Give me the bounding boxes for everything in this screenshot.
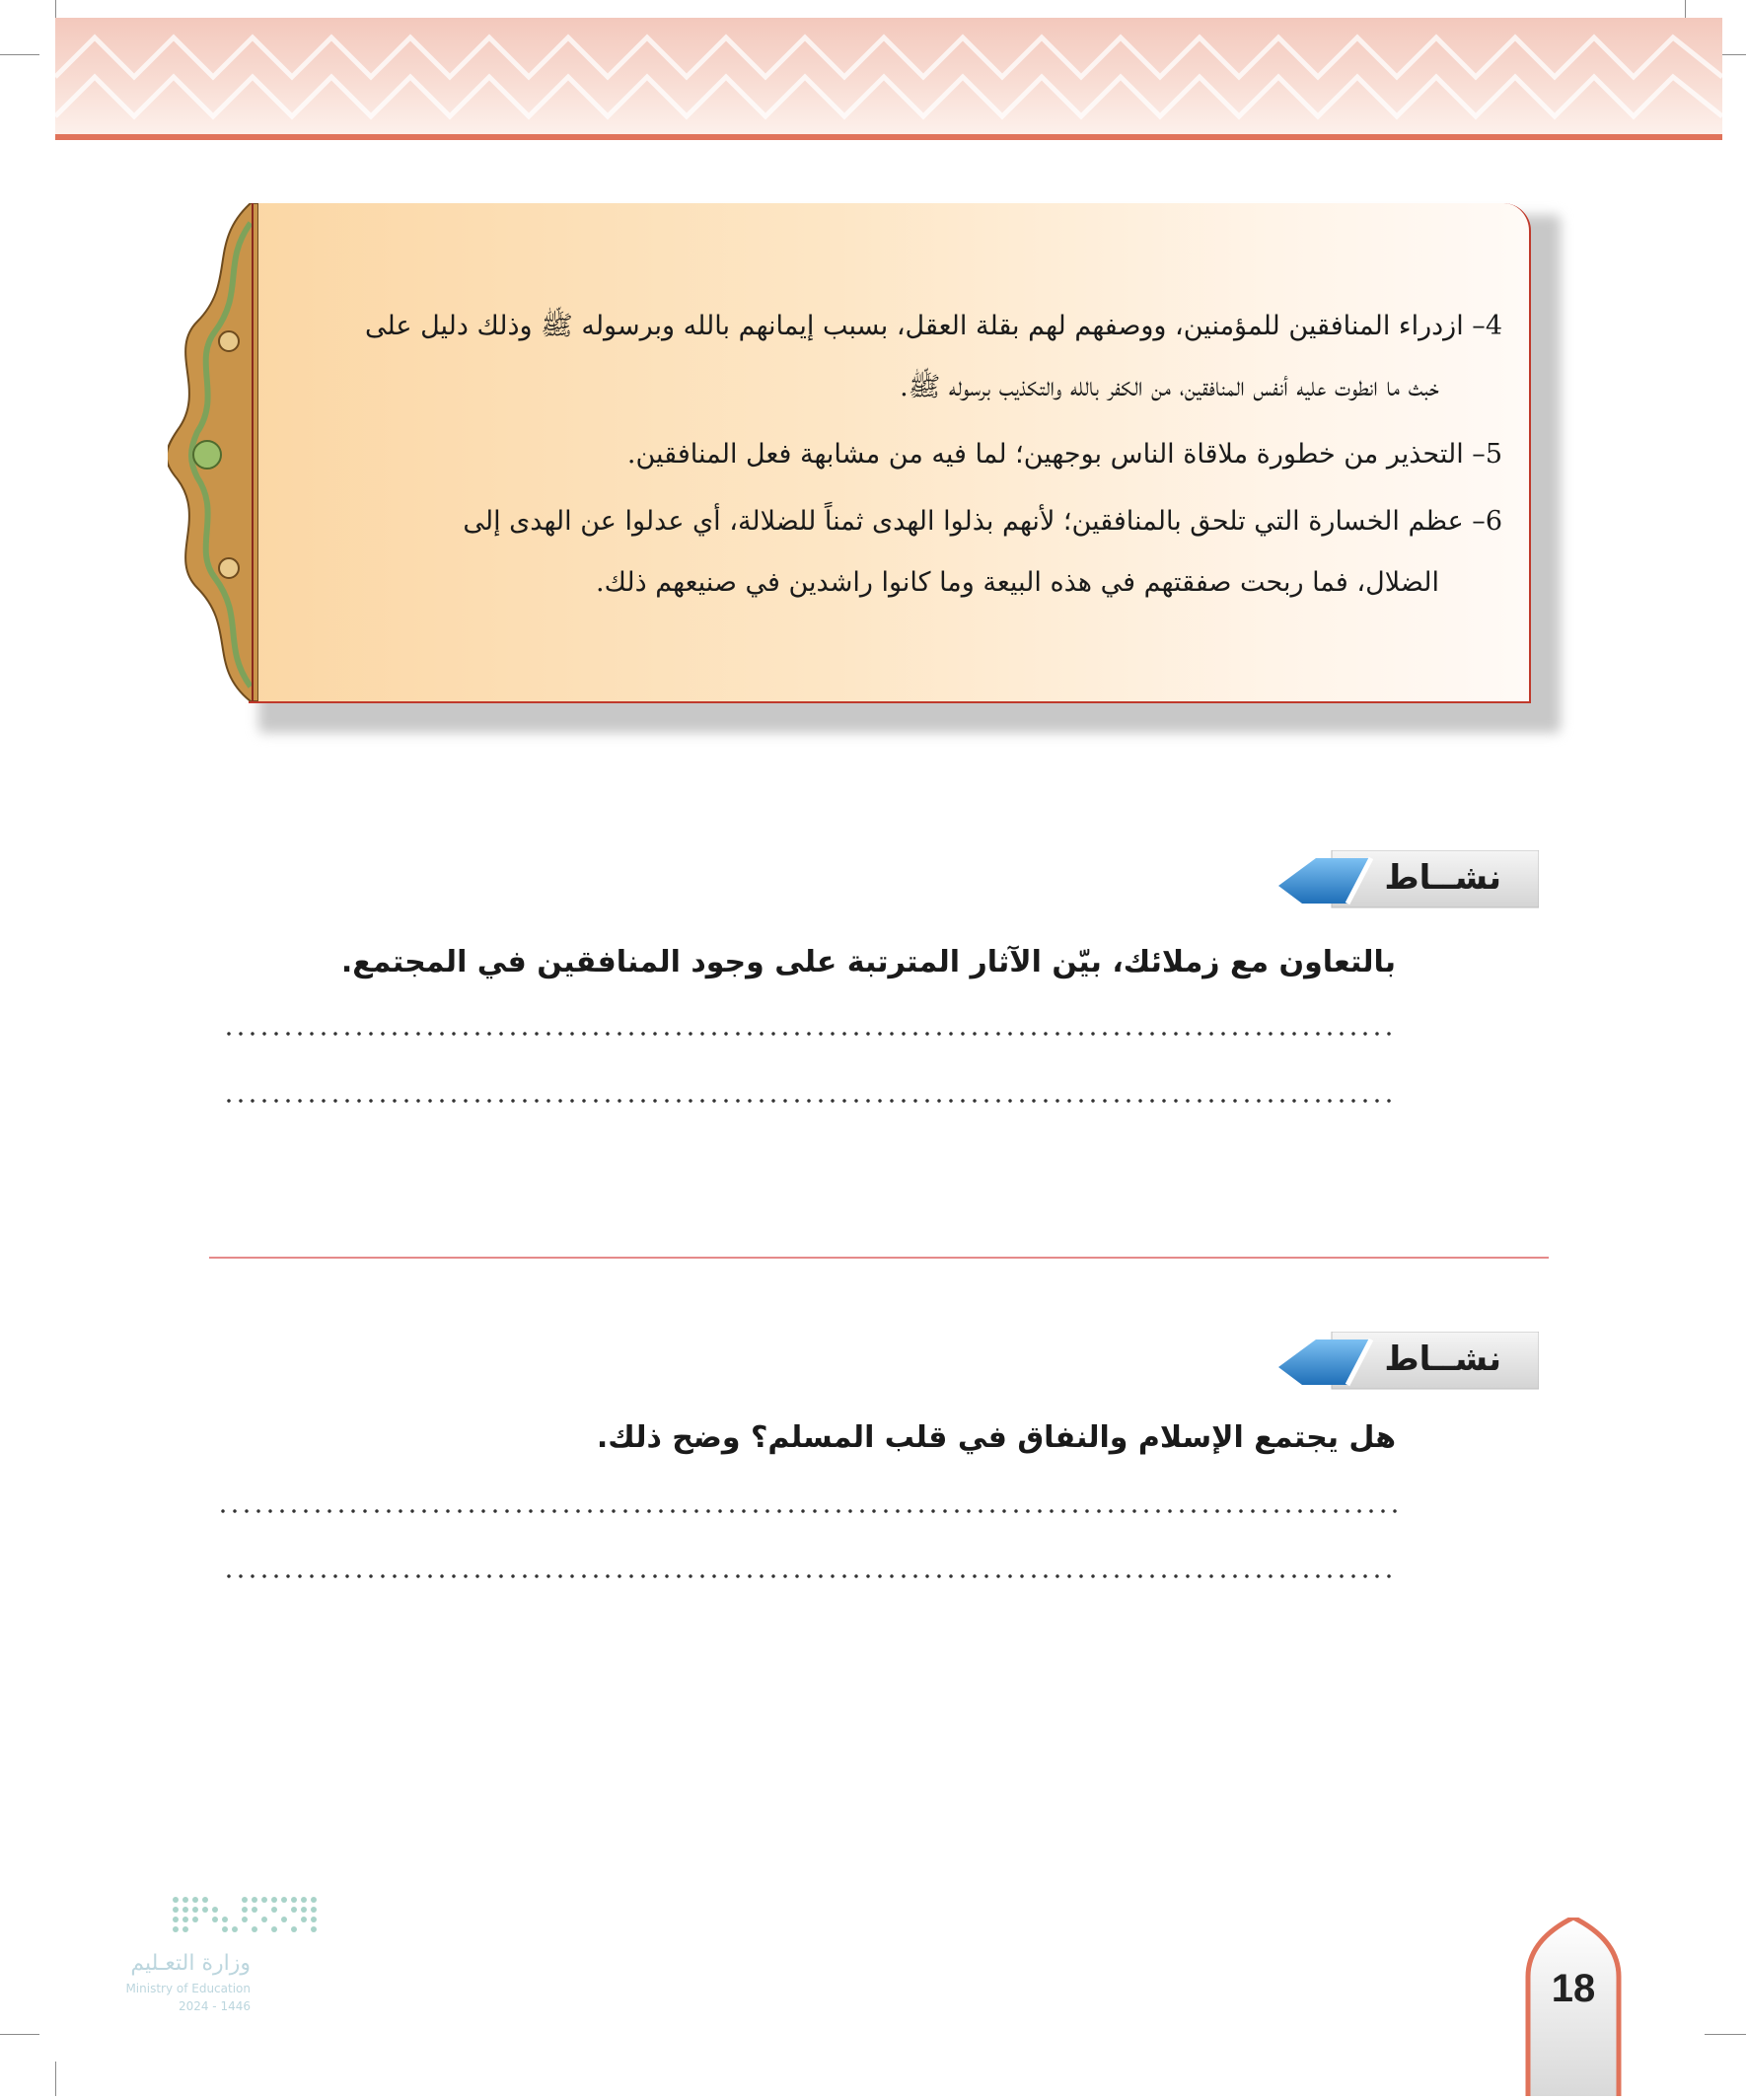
point-line: 4– ازدراء المنافقين للمؤمنين، ووصفهم لهم بقلة العقل، بسبب إيمانهم بالله وبرسوله ﷺ وذلك دليل على	[364, 311, 1502, 341]
ministry-logo-dots	[97, 1890, 324, 1949]
activity-label: نشــاط	[1384, 858, 1501, 898]
header-band	[55, 18, 1722, 136]
point-line: الضلال، فما ربحت صفقتهم في هذه البيعة وما كانوا راشدين في صنيعهم ذلك.	[596, 567, 1439, 598]
point-6	[274, 491, 1502, 614]
answer-line[interactable]	[223, 1099, 1397, 1103]
crop-mark	[0, 54, 39, 55]
point-line: 6– عظم الخسارة التي تلحق بالمنافقين؛ لأنهم بذلوا الهدى ثمناً للضلالة، أي عدلوا عن الهدى إلى	[463, 506, 1502, 537]
crop-mark	[1685, 0, 1686, 18]
point-5	[274, 424, 1502, 485]
activity-prompt: بالتعاون مع زملائك، بيّن الآثار المترتبة على وجود المنافقين في المجتمع.	[340, 945, 1396, 979]
activity-label: نشــاط	[1384, 1340, 1501, 1379]
box-text	[274, 296, 1502, 614]
arabesque-border-ornament	[168, 203, 258, 701]
header-rule	[55, 134, 1722, 140]
activity-prompt: هل يجتمع الإسلام والنفاق في قلب المسلم؟ وضح ذلك.	[596, 1420, 1396, 1455]
activity-tab	[1273, 850, 1539, 911]
arabesque-pattern	[55, 18, 1722, 136]
answer-line[interactable]	[223, 1032, 1397, 1036]
activity-tab	[1273, 1332, 1539, 1393]
page-number: 18	[1551, 1967, 1596, 2010]
point-line: خبث ما انطوت عليه أنفس المنافقين، من الكفر بالله والتكذيب برسوله ﷺ.	[900, 372, 1439, 402]
answer-line[interactable]	[217, 1509, 1397, 1513]
section-divider	[209, 1257, 1549, 1259]
crop-mark	[55, 2062, 56, 2096]
crop-mark	[0, 2034, 39, 2035]
point-4	[274, 296, 1502, 418]
page-number-tab	[1524, 1918, 1623, 2096]
edition-year: 2024 - 1446	[178, 1999, 251, 2013]
ministry-logo	[97, 1890, 324, 2028]
answer-line[interactable]	[223, 1574, 1397, 1578]
ministry-name-en: Ministry of Education	[125, 1982, 251, 1995]
ministry-name-ar: وزارة التعـليم	[130, 1951, 251, 1976]
point-line: 5– التحذير من خطورة ملاقاة الناس بوجهين؛ لما فيه من مشابهة فعل المنافقين.	[626, 439, 1502, 470]
ministry-text	[97, 1951, 251, 2013]
crop-mark	[1705, 2034, 1746, 2035]
crop-mark	[55, 0, 56, 18]
